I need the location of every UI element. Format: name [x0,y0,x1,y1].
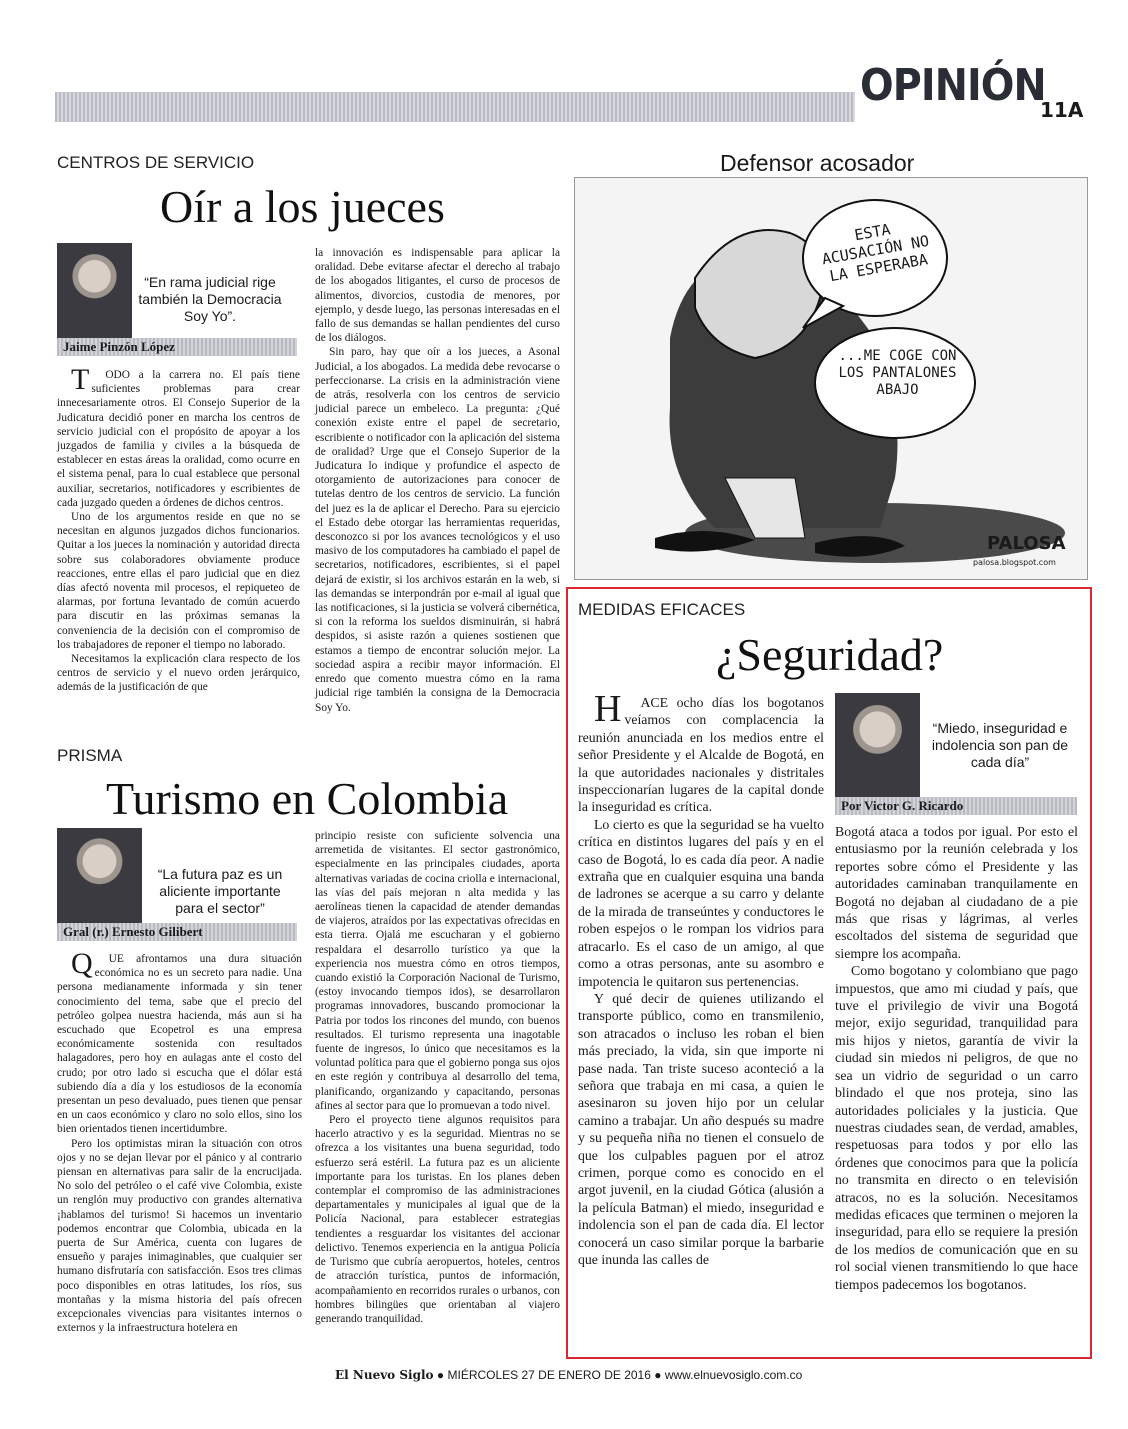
article2-column-2 [315,829,560,1326]
paragraph: TODO a la carrera no. El país tiene suficientes problemas para crear innecesariamente otros. El Consejo Superior de la Judicatura decidió poner en marcha los centros de servicio judicial con el propósito de apoyar a los juzgados de familia y civiles a la búsqueda de establecer en estas áreas la oralidad, como ocurre en el sistema penal, para lo cual establece que personal auxiliar, secretarios, notificadores y escribientes de cada juzgado queden a órdenes de dichos centros. [57,363,300,509]
speech-bubble-1: ESTA ACUSACIÓN NO LA ESPERABA [820,220,931,286]
cartoon-title: Defensor acosador [720,150,915,176]
footer-date: MIÉRCOLES 27 DE ENERO DE 2016 [447,1368,651,1382]
article1-quote: “En rama judicial rige también la Democracia Soy Yo”. [138,274,282,324]
cartoonist-url: palosa.blogspot.com [973,558,1056,567]
paragraph: principio resiste con suficiente solvencia una arremetida de visitantes. El sector gastronómico, especialmente en las principales ciudades, aporta alternativas variadas de cocina criolla e internacional, las vías del país mejoran n alta medida y las aerolíneas tienen la capacidad de atender demandas de viajeros, atraídos por las expectativas ofrecidas en esta tierra. Ojalá me escucharan y el gobierno respaldara el desarrollo turístico ya que la experiencia nos muestra cómo en otros tiempos, cuando existió la Corporación Nacional de Turismo, (estoy invocando tiempos idos), se desarrollaron programas innovadores, buscando promocionar la Patria por todos los rincones del mundo, con buenos resultados. El turismo representa una inagotable fuente de ingresos, lo único que necesitamos es la voluntad política para que el gobierno ponga sus ojos en este región y contribuya al desarrollo del tema, planificando, organizando y capacitando, personas afines al sector para que lo promuevan a todo nivel. [315,830,560,1112]
article1-kicker: CENTROS DE SERVICIO [57,153,255,172]
bullet-icon: ● [654,1368,665,1382]
footer [335,1368,802,1382]
article3-quote: “Miedo, inseguridad e indolencia son pan de cada día” [931,720,1069,770]
article3-kicker: MEDIDAS EFICACES [578,600,746,619]
article2-column-1 [57,947,302,1335]
article1-column-2 [315,246,560,715]
article2-kicker: PRISMA [57,746,123,765]
author-photo-gilibert [57,828,142,923]
header-band [55,92,855,122]
article2-title: Turismo en Colombia [106,773,509,824]
paragraph: Lo cierto es que la seguridad se ha vuelto crítica en distintos lugares del país y en el caso de Bogotá, lo es cada día peor. A nadie extraña que en cualquier esquina una banda de ladrones se acerque a su carro y delante de la mirada de transeúntes y conductores le roben espejos o le rompan los vidrios para atracarlo. Es el caso de un amigo, al que como a otras personas, ante su asombro e impotencia le quitaron sus pertenencias. [578,816,824,989]
paragraph: Sin paro, hay que oír a los jueces, a Asonal Judicial, a los abogados. La medida debe revocarse o perfeccionarse. La crisis en la administración viene de atrás, resolverla con los centros de servicio judicial parece un embeleco. La pregunta: ¿Qué conexión existe entre el papel de secretario, escribiente o notificador con la aplicación del sistema de oralidad? Urge que el Consejo Superior de la Judicatura lo indique y profundice el aspecto de otorgamiento de autorizaciones para conocer de tutelas dentro de los centros de servicio. La función del juez es la de aplicar el Derecho. Para su ejercicio el Estado debe otorgar las herramientas requeridas, desconozco si por los avances tecnológicos y el uso masivo de los computadores ha cambiado el papel de secretarios, notificadores, escribientes, si el papel dejará de existir, si los archivos estarán en la web, si las demandas se interpondrán por e-mail al igual que las notificaciones, si la justicia se volverá cibernética, si con la reforma los sueldos disminuirán, si habrá despidos, si asiste razón a quienes sostienen que estamos a tiempo de encontrar solución mejor. La sociedad aspira a recibir mayor información. El enredo que comento muestra cómo en la rama judicial rige también la consigna de la Democracia Soy Yo. [315,346,560,714]
article3-title: ¿Seguridad? [716,629,944,680]
paragraph: Bogotá ataca a todos por igual. Por esto el entusiasmo por la reunión celebrada y los reportes sobre cómo el Presidente y las autoridades caminaban tranquilamente en Bogotá no dejaban al ciudadano de a pie más que risas y lágrimas, al verles escoltados del sistema de seguridad que siempre los acompaña. [835,824,1078,961]
page-number: 11A [1040,98,1084,122]
paragraph: QUE afrontamos una dura situación económica no es un secreto para nadie. Una persona medianamente informada y sin tener conocimiento del tema, sabe que el precio del petróleo golpea nuestra hacienda, más aun si ha escuchado que Ecopetrol es una empresa económicamente sostenida con resultados halagadores, pero hoy en aulagas ante el costo del crudo; por otro lado si escucha que el dólar está subiendo día a día y los estudiosos de la economía presentan un peso devaluado, pues tienen que pensar en un caos económico y claro no solo ellos, sino los bien orientados tienen incertidumbre. [57,947,302,1136]
footer-site: www.elnuevosiglo.com.co [664,1368,803,1382]
paragraph: la innovación es indispensable para aplicar la oralidad. Debe evitarse afectar el derecho al trabajo de los abogados litigantes, el curso de procesos de alimentos, divorcios, custodia de menores, por ejemplo, y desde luego, las personas interesadas en el fallo de sus demandas se hallan pendientes del curso de los diálogos. [315,247,560,345]
paragraph: Pero el proyecto tiene algunos requisitos para hacerlo atractivo y es la seguridad. Mientras no se ofrezca a los visitantes una buena seguridad, todo esfuerzo será estéril. La futura paz es un aliciente importante para los turistas. En los planes deben contemplar el compromiso de las administraciones departamentales y municipales al igual que de la Policía Nacional, para establecer estrategias tendientes a resguardar los visitantes del accionar delictivo. Tenemos experiencia en la antigua Policía de Turismo que cubría aeropuertos, hoteles, centros de atracción turística, puntos de información, acompañamiento en recorridos rurales o urbanos, con hombres bilingües que orientaban al viajero generando tranquilidad. [315,1114,560,1325]
paragraph: Necesitamos la explicación clara respecto de los centros de servicio y el nuevo orden jerárquico, además de la justificación de que [57,653,300,694]
editorial-cartoon [574,177,1088,580]
section-title: OPINIÓN [860,60,1046,111]
article1-byline: Jaime Pinzón López [57,338,297,356]
paragraph: Y qué decir de quienes utilizando el transporte público, como en transmilenio, son atracados o incluso les roban el bien más preciado, la vida, sin que importe ni pase nada. Tan triste suceso aconteció a la señora que trabaja en mi casa, a quien le asesinaron su joven hijo por un celular camino a trabajar. Un año después su madre y su pequeña niña no tienen el consuelo de que los culpables paguen por el atroz crimen, porque como es conocido en el argot juvenil, en la ciudad Gótica (alusión a la película Batman) el miedo, inseguridad e indolencia son el pan de cada día. El lector conocerá un caso similar porque la barbarie que inunda las calles de [578,990,824,1267]
bullet-icon: ● [436,1368,448,1382]
author-photo-pinzon [57,243,132,338]
article3-byline: Por Victor G. Ricardo [835,797,1077,815]
article1-column-1 [57,363,300,695]
cartoonist-signature: PALOSA [987,533,1066,554]
paragraph: Uno de los argumentos reside en que no se necesitan en algunos juzgados dichos funcionarios. Quitar a los jueces la nominación y autoridad directa sobre sus colaboradores obviamente produce reacciones, entre ellas el paro judicial que en diez días afectó noventa mil procesos, el repiqueteo de alarmas, por fortuna levantado de común acuerdo para discutir en las próximas semanas la conveniencia de la decisión con el compromiso de los trabajadores de reponer el tiempo no laborado. [57,511,300,651]
speech-bubble-2: ...ME COGE CON LOS PANTALONES ABAJO [838,348,957,398]
paragraph: Como bogotano y colombiano que pago impuestos, que amo mi ciudad y país, que tuve el privilegio de vivir una Bogotá mejor, exijo seguridad, tranquilidad para mis hijos y nietos, garantía de vivir la ciudad sin miedos ni peligros, de que no sea un vidrio de seguridad o un carro blindado el que nos proteja, sino las autoridades policiales y la justicia. Que nuestras ciudades sean, de verdad, amables, respetuosas para todos y por ello las órdenes que conocimos para que la policía no transmita en directo o en televisión atracos, no es la solución. Necesitamos medidas eficaces que terminen o mejoren la inseguridad, para ello se requiere la presión de los medios de comunicación que en su rol social vienen transmitiendo lo que hace tiempos padecemos los bogotanos. [835,963,1078,1292]
article1-title: Oír a los jueces [160,181,445,232]
paragraph: Pero los optimistas miran la situación con otros ojos y no se dejan llevar por el pánico y al contrario piensan en alternativas para salir de la encrucijada. No solo del petróleo o el café vive Colombia, existe un renglón muy productivo con grandes alternativa ¡hablamos del turismo! Si hacemos un inventario podemos encontrar que Colombia, ubicada en la puerta de Sur América, cuenta con lugares de ensueño y parajes inimaginables, que cualquier ser humano disfrutaría con satisfacción. Esos tres climas poco disponibles en otras latitudes, los ríos, sus montañas y la misma historia del país ofrecen excepcionales vivencias para visitantes internos o externos y la infraestructura hotelera en [57,1137,302,1335]
footer-paper: El Nuevo Siglo [335,1368,434,1382]
article3-column-2 [835,823,1078,1293]
article2-byline: Gral (r.) Ernesto Gilibert [57,923,297,941]
author-photo-ricardo [835,693,920,797]
paragraph: HACE ocho días los bogotanos veíamos con complacencia la reunión anunciada en los medios entre el señor Presidente y el Alcalde de Bogotá, en la que autoridades nacionales y distritales inspeccionarían lugares de la capital donde la inseguridad es crítica. [578,688,824,815]
article2-quote: “La futura paz es un aliciente importante para el sector” [157,866,283,916]
article3-column-1 [578,688,824,1268]
